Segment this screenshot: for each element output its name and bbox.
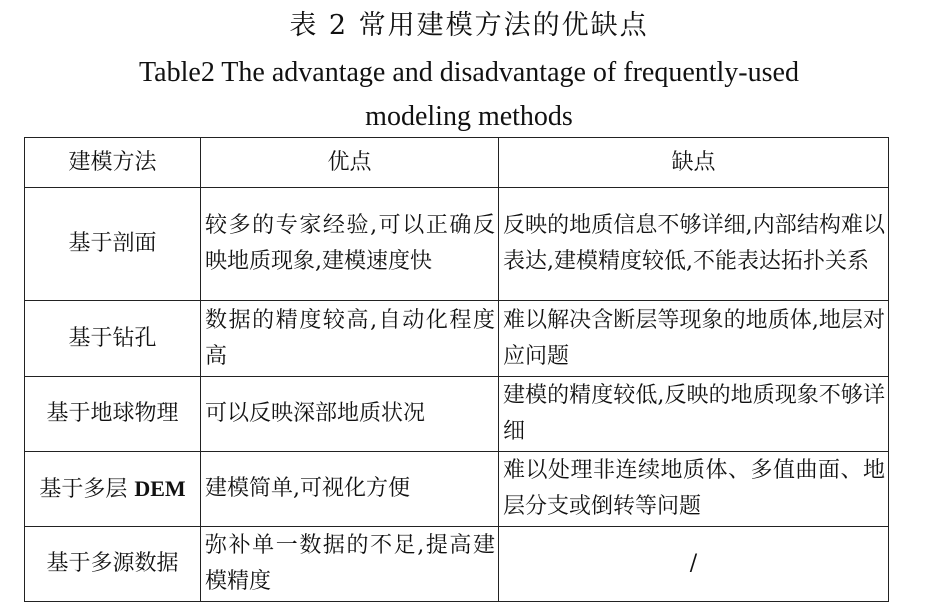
table-row [25,377,889,452]
header-disadvantages: 缺点 [499,138,889,188]
table-caption-chinese: 表 2 常用建模方法的优缺点 [289,10,649,41]
table-row [25,188,889,301]
method-cell [25,452,201,527]
pros-cell: 较多的专家经验,可以正确反映地质现象,建模速度快 [201,188,499,301]
pros-cell: 建模简单,可视化方便 [201,452,499,527]
cons-cell: 难以解决含断层等现象的地质体,地层对应问题 [499,301,889,377]
method-cell: 基于多源数据 [25,527,201,602]
table-caption-english [0,51,938,139]
table-header-row [25,138,889,188]
table-row [25,527,889,602]
method-dem-label: DEM [134,475,186,501]
table-caption-english-line1: Table2 The advantage and disadvantage of frequently-used [139,57,799,88]
cons-cell: / [499,527,889,602]
method-cell: 基于钻孔 [25,301,201,377]
header-advantages: 优点 [201,138,499,188]
method-prefix: 基于多层 [39,476,128,502]
header-method: 建模方法 [25,138,201,188]
cons-cell: 难以处理非连续地质体、多值曲面、地层分支或倒转等问题 [499,452,889,527]
method-cell: 基于地球物理 [25,377,201,452]
method-cell: 基于剖面 [25,188,201,301]
pros-cell: 弥补单一数据的不足,提高建模精度 [201,527,499,602]
modeling-methods-table [24,137,889,602]
cons-cell: 反映的地质信息不够详细,内部结构难以表达,建模精度较低,不能表达拓扑关系 [499,188,889,301]
cons-cell: 建模的精度较低,反映的地质现象不够详细 [499,377,889,452]
pros-cell: 数据的精度较高,自动化程度高 [201,301,499,377]
table-row [25,452,889,527]
table-row [25,301,889,377]
table-caption-english-line2: modeling methods [365,101,573,132]
pros-cell: 可以反映深部地质状况 [201,377,499,452]
